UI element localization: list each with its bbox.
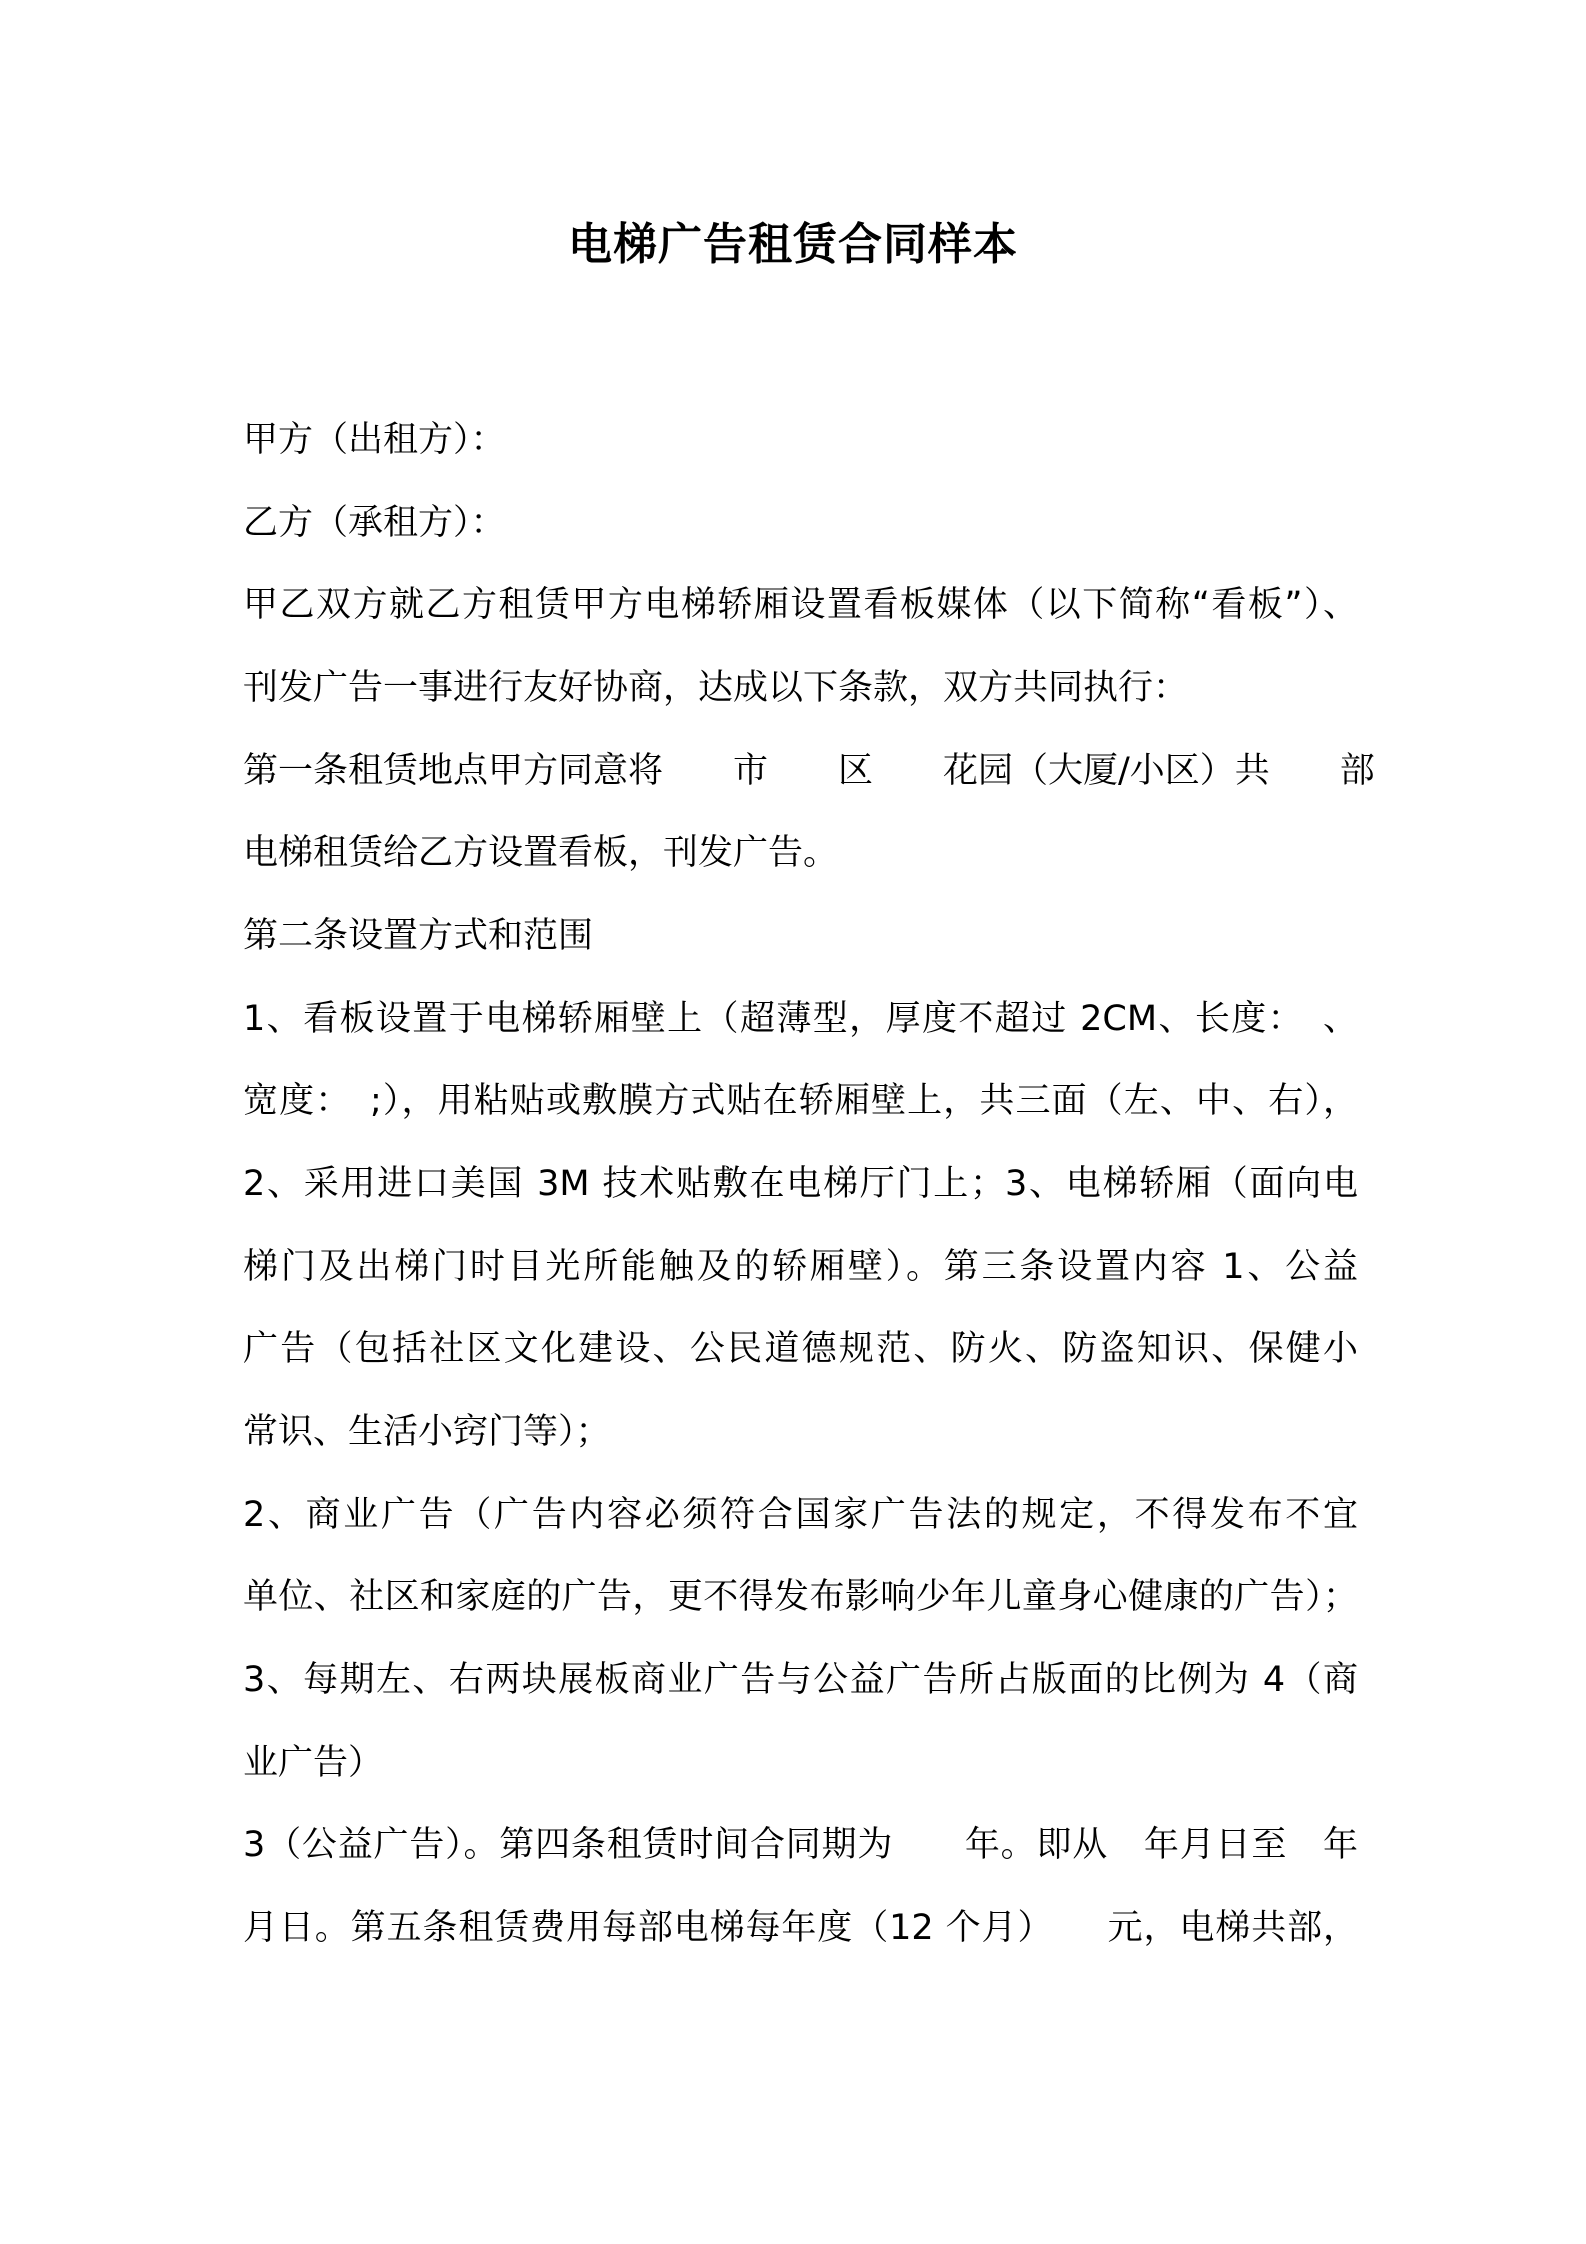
article-4-line: 3（公益广告）。第四条租赁时间合同期为 年。即从 年月日至 年 — [243, 1825, 1358, 1865]
paragraph-line: 常识、生活小窍门等）； — [243, 1412, 611, 1452]
paragraph-line: 广告（包括社区文化建设、公民道德规范、防火、防盗知识、保健小 — [243, 1329, 1358, 1369]
article-2-heading: 第二条设置方式和范围 — [243, 916, 594, 956]
paragraph-line: 甲乙双方就乙方租赁甲方电梯轿厢设置看板媒体（以下简称“看板”）、 — [243, 585, 1358, 625]
paragraph-line: 2、采用进口美国 3M 技术贴敷在电梯厅门上；3、电梯轿厢（面向电 — [243, 1164, 1358, 1204]
article-1-line: 第一条租赁地点甲方同意将 市 区 花园（大厦/小区）共 部 — [243, 751, 1375, 791]
party-b-line: 乙方（承租方）： — [243, 503, 506, 543]
paragraph-line: 3、每期左、右两块展板商业广告与公益广告所占版面的比例为 4（商 — [243, 1660, 1358, 1700]
paragraph-line: 电梯租赁给乙方设置看板，刊发广告。 — [243, 833, 839, 873]
paragraph-line: 业广告） — [243, 1743, 384, 1783]
article-5-line: 月日。第五条租赁费用每部电梯每年度（12 个月） 元，电梯共部， — [243, 1908, 1358, 1948]
paragraph-line: 单位、社区和家庭的广告，更不得发布影响少年儿童身心健康的广告）； — [243, 1577, 1358, 1617]
paragraph-line: 梯门及出梯门时目光所能触及的轿厢壁）。第三条设置内容 1、公益 — [243, 1247, 1358, 1287]
document-title: 电梯广告租赁合同样本 — [568, 219, 1018, 270]
party-a-line: 甲方（出租方）： — [243, 420, 506, 460]
paragraph-line: 刊发广告一事进行友好协商，达成以下条款，双方共同执行： — [243, 668, 1189, 708]
paragraph-line: 宽度： ;），用粘贴或敷膜方式贴在轿厢壁上，共三面（左、中、右）， — [243, 1081, 1358, 1121]
paragraph-line: 1、看板设置于电梯轿厢壁上（超薄型，厚度不超过 2CM、长度： 、 — [243, 999, 1358, 1039]
paragraph-line: 2、商业广告（广告内容必须符合国家广告法的规定，不得发布不宜 — [243, 1495, 1358, 1535]
